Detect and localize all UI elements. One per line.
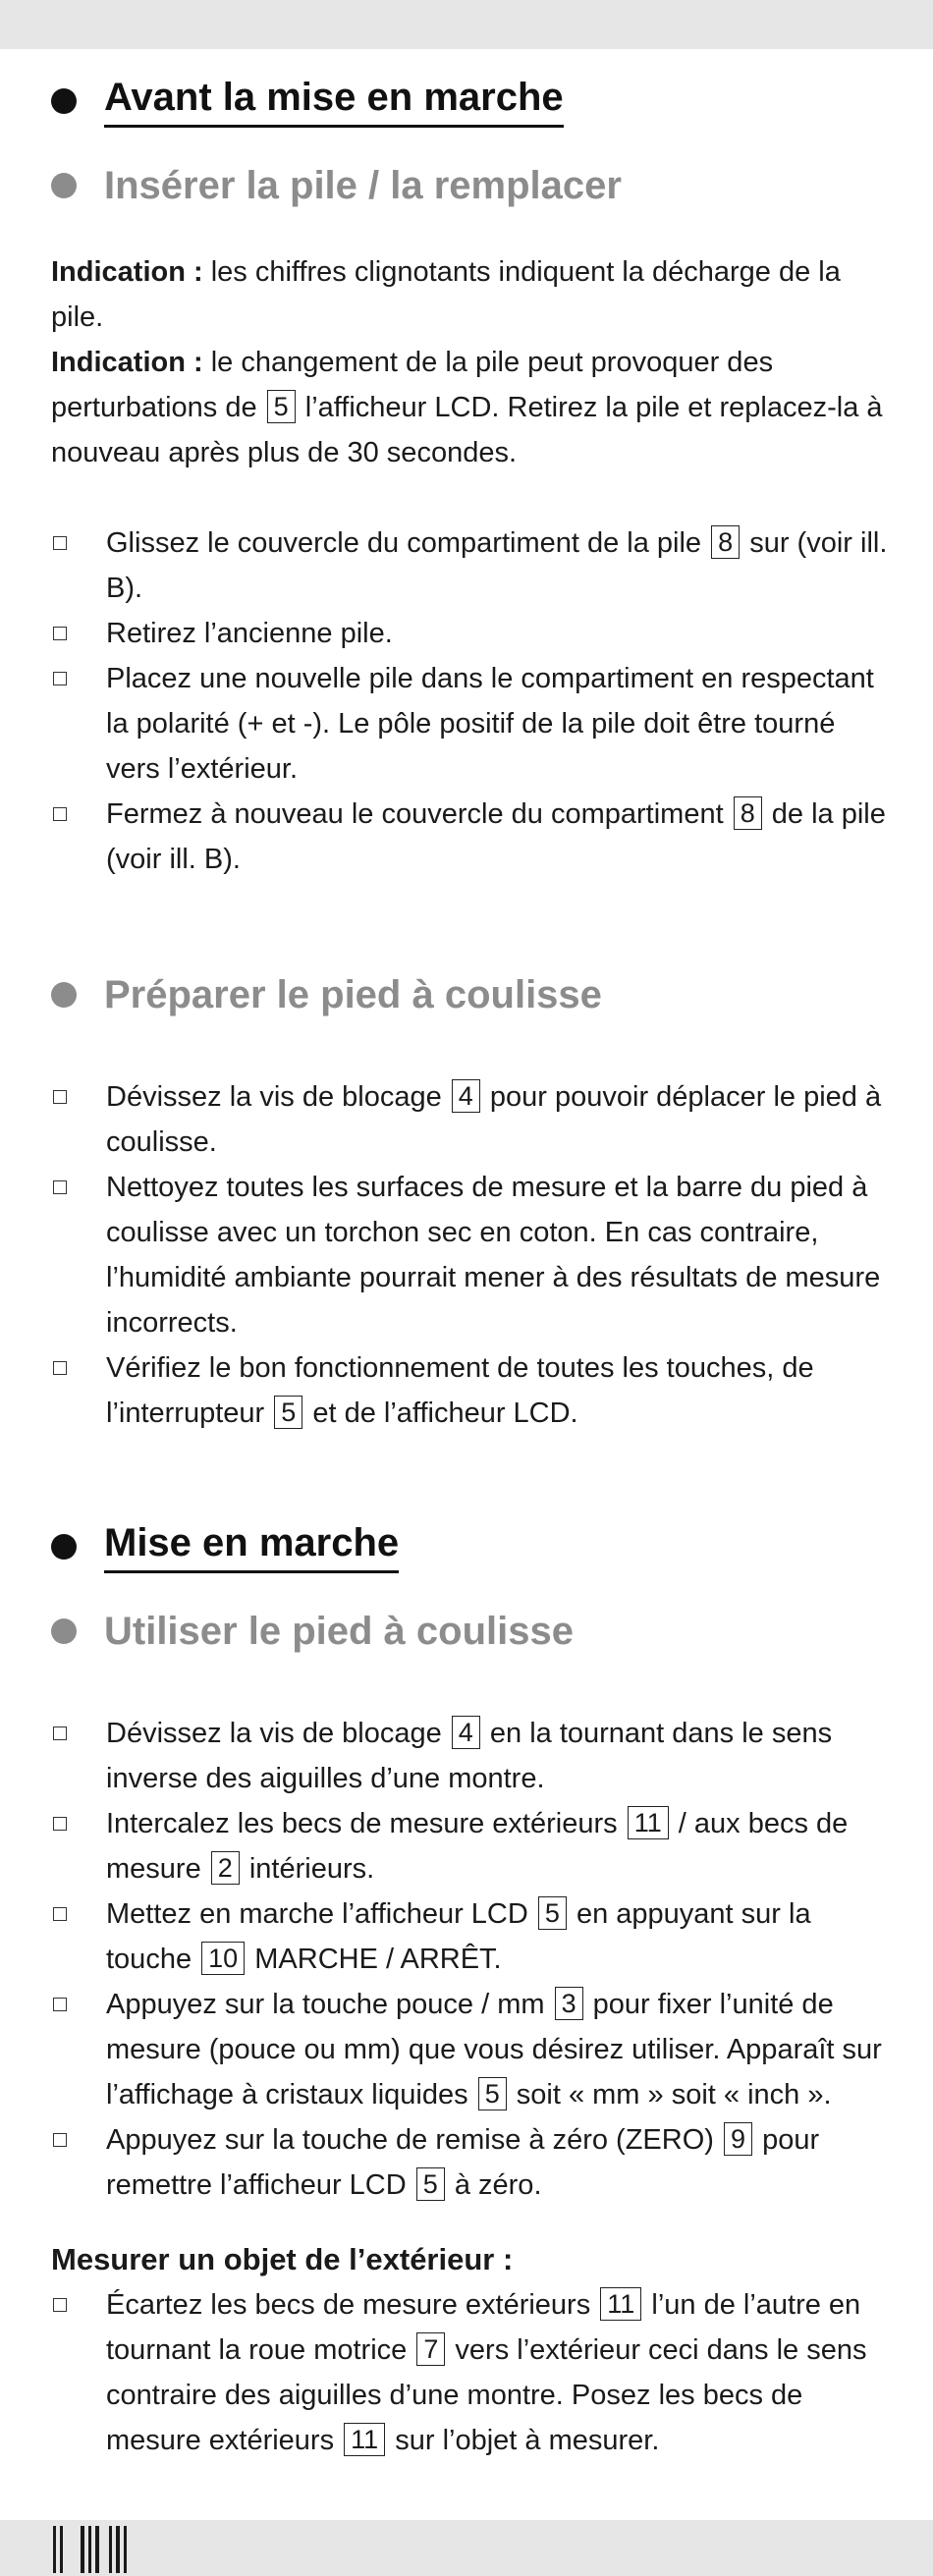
bullet-dot-icon: [51, 1534, 77, 1560]
part-ref: 7: [416, 2332, 445, 2366]
part-ref: 5: [478, 2077, 507, 2110]
part-ref: 11: [628, 1806, 669, 1839]
subsection-heading: [51, 960, 896, 1029]
page-top-band: [0, 0, 933, 49]
part-ref: 5: [267, 390, 296, 423]
list-item: Glissez le couvercle du compartiment de la pile 8 sur (voir ill. B).: [51, 521, 896, 611]
checkbox-bullet-icon: [53, 536, 67, 550]
subsection-title: Préparer le pied à coulisse: [104, 972, 602, 1016]
checkbox-bullet-icon: [53, 2298, 67, 2312]
checkbox-bullet-icon: [53, 1726, 67, 1740]
step-list: [51, 2282, 896, 2463]
list-item: Appuyez sur la touche de remise à zéro (ZERO) 9 pour remettre l’afficheur LCD 5 à zéro.: [51, 2117, 896, 2208]
barcode-icon: [53, 2526, 131, 2573]
list-item: Nettoyez toutes les surfaces de mesure et la barre du pied à coulisse avec un torchon sec en coton. En cas contraire, l’humidité ambiante pourrait mener à des résultats de mesure incorrects.: [51, 1165, 896, 1345]
checkbox-bullet-icon: [53, 1180, 67, 1194]
checkbox-bullet-icon: [53, 1090, 67, 1104]
checkbox-bullet-icon: [53, 2133, 67, 2147]
list-item: Dévissez la vis de blocage 4 pour pouvoir déplacer le pied à coulisse.: [51, 1074, 896, 1165]
part-ref: 5: [538, 1896, 567, 1930]
bullet-dot-icon: [51, 88, 77, 114]
part-ref: 5: [416, 2167, 445, 2201]
checkbox-bullet-icon: [53, 1907, 67, 1921]
bullet-dot-icon: [51, 1618, 77, 1644]
list-item: Fermez à nouveau le couvercle du compartiment 8 de la pile (voir ill. B).: [51, 792, 896, 882]
step-list: [51, 1074, 896, 1436]
checkbox-bullet-icon: [53, 672, 67, 685]
measure-heading: Mesurer un objet de l’extérieur :: [51, 2242, 514, 2276]
section-title: Mise en marche: [104, 1521, 399, 1573]
list-item: Dévissez la vis de blocage 4 en la tournant dans le sens inverse des aiguilles d’une montre.: [51, 1711, 896, 1801]
part-ref: 11: [344, 2423, 385, 2456]
list-item: Vérifiez le bon fonctionnement de toutes les touches, de l’interrupteur 5 et de l’afficheur LCD.: [51, 1345, 896, 1436]
part-ref: 8: [734, 796, 762, 830]
part-ref: 3: [555, 1987, 583, 2020]
checkbox-bullet-icon: [53, 807, 67, 821]
part-ref: 4: [452, 1079, 480, 1113]
section-heading: [51, 69, 896, 134]
checkbox-bullet-icon: [53, 627, 67, 640]
bullet-dot-icon: [51, 173, 77, 198]
list-item: Retirez l’ancienne pile.: [51, 611, 896, 656]
list-item: Écartez les becs de mesure extérieurs 11 l’un de l’autre en tournant la roue motrice 7 vers l’extérieur ceci dans le sens contraire des aiguilles d’une montre. Posez les becs de mesure extérieurs 11 sur l’objet à mesurer.: [51, 2282, 896, 2463]
list-item: Intercalez les becs de mesure extérieurs 11 / aux becs de mesure 2 intérieurs.: [51, 1801, 896, 1891]
subsection-heading: [51, 1597, 896, 1666]
subsection-title: Insérer la pile / la remplacer: [104, 163, 622, 207]
step-list: [51, 521, 896, 882]
list-item: Appuyez sur la touche pouce / mm 3 pour fixer l’unité de mesure (pouce ou mm) que vous désirez utiliser. Apparaît sur l’affichage à cristaux liquides 5 soit « mm » soit « inch ».: [51, 1982, 896, 2117]
subsection-heading: [51, 151, 896, 220]
page-bottom-band: [0, 2520, 933, 2576]
part-ref: 2: [211, 1851, 240, 1885]
list-item: Mettez en marche l’afficheur LCD 5 en appuyant sur la touche 10 MARCHE / ARRÊT.: [51, 1891, 896, 1982]
part-ref: 5: [274, 1396, 302, 1429]
subsection-title: Utiliser le pied à coulisse: [104, 1609, 574, 1653]
part-ref: 9: [724, 2122, 752, 2156]
bullet-dot-icon: [51, 982, 77, 1008]
section-title: Avant la mise en marche: [104, 76, 564, 128]
list-item: Placez une nouvelle pile dans le compartiment en respectant la polarité (+ et -). Le pôle positif de la pile doit être tourné vers l’extérieur.: [51, 656, 896, 792]
manual-page-content: [51, 69, 896, 2463]
part-ref: 4: [452, 1716, 480, 1749]
part-ref: 10: [201, 1942, 245, 1975]
checkbox-bullet-icon: [53, 1361, 67, 1375]
indication-note: Indication : les chiffres clignotants indiquent la décharge de la pile.: [51, 256, 841, 333]
part-ref: 11: [600, 2287, 641, 2321]
checkbox-bullet-icon: [53, 1817, 67, 1831]
step-list: [51, 1711, 896, 2208]
indication-note: Indication : le changement de la pile peut provoquer des perturbations de 5 l’afficheur LCD. Retirez la pile et replacez-la à nouveau après plus de 30 secondes.: [51, 347, 883, 468]
checkbox-bullet-icon: [53, 1998, 67, 2011]
part-ref: 8: [711, 525, 740, 559]
section-heading: [51, 1514, 896, 1579]
